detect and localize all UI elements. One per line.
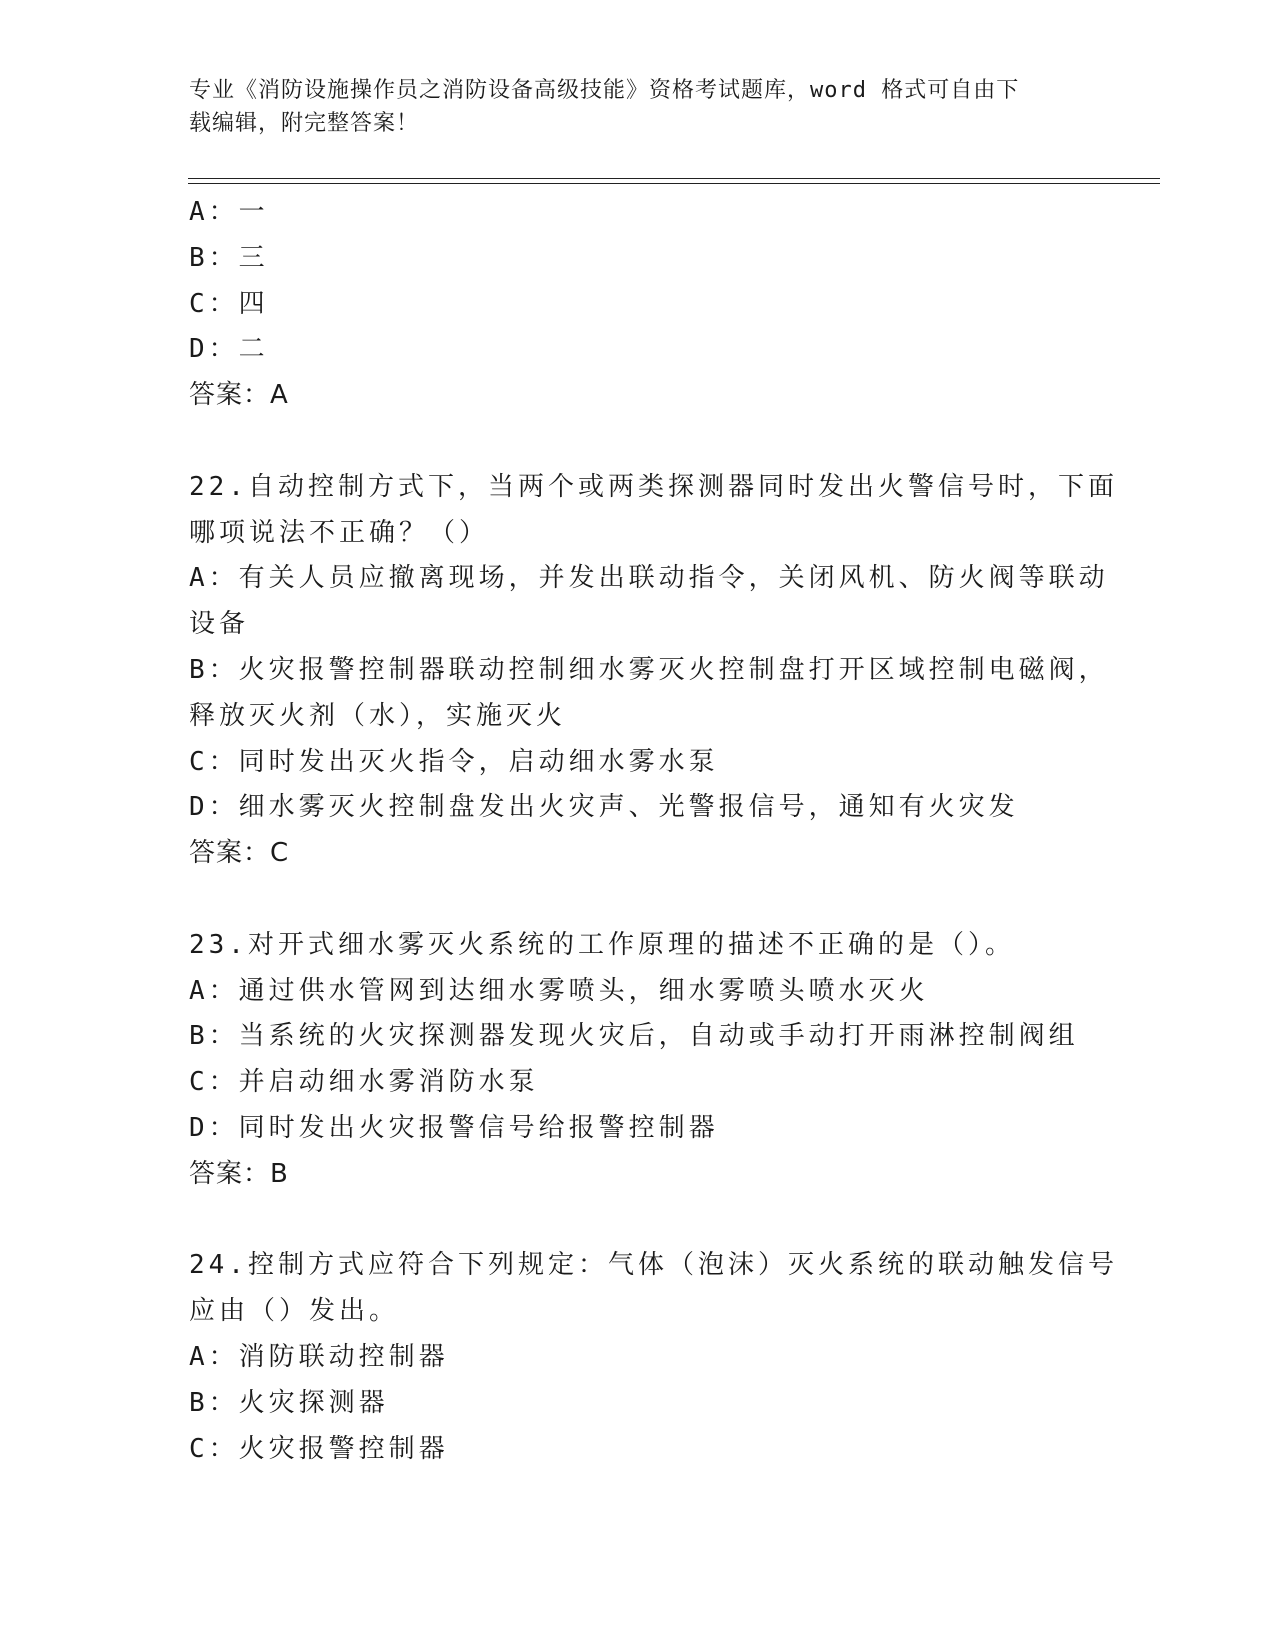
option-a: A：一 — [189, 197, 269, 227]
option-d: D：同时发出火灾报警信号给报警控制器 — [189, 1112, 719, 1143]
question-stem: 22.自动控制方式下，当两个或两类探测器同时发出火警信号时，下面 — [189, 471, 1118, 502]
option-c: C：火灾报警控制器 — [189, 1433, 449, 1464]
answer: 答案：A — [189, 380, 289, 411]
question-stem: 哪项说法不正确？（） — [189, 517, 490, 548]
question-stem: 23.对开式细水雾灭火系统的工作原理的描述不正确的是（）。 — [189, 929, 1015, 960]
option-c: C：同时发出灭火指令，启动细水雾水泵 — [189, 746, 719, 777]
option-c: C：并启动细水雾消防水泵 — [189, 1067, 539, 1098]
header-divider-top — [188, 178, 1160, 179]
header-line-2: 载编辑，附完整答案！ — [189, 111, 420, 136]
header-line-1: 专业《消防设施操作员之消防设备高级技能》资格考试题库，word 格式可自由下 — [189, 78, 1020, 103]
option-b: B：火灾报警控制器联动控制细水雾灭火控制盘打开区域控制电磁阀， — [189, 654, 1109, 685]
question-21-continued — [189, 190, 1089, 419]
option-b-continued: 释放灭火剂（水），实施灭火 — [189, 700, 567, 731]
option-a-continued: 设备 — [189, 609, 250, 640]
option-b: B：三 — [189, 242, 269, 273]
option-b: B：当系统的火灾探测器发现火灾后，自动或手动打开雨淋控制阀组 — [189, 1021, 1079, 1052]
question-23 — [189, 923, 1089, 1198]
question-22 — [189, 465, 1118, 877]
document-header — [189, 74, 1079, 140]
question-list — [189, 190, 1118, 1472]
answer: 答案：B — [189, 1158, 289, 1189]
option-d: D：二 — [189, 334, 269, 365]
answer: 答案：C — [189, 838, 290, 869]
question-stem: 24.控制方式应符合下列规定：气体（泡沫）灭火系统的联动触发信号 — [189, 1250, 1118, 1281]
option-a: A：有关人员应撤离现场，并发出联动指令，关闭风机、防火阀等联动 — [189, 563, 1109, 594]
option-d: D：细水雾灭火控制盘发出火灾声、光警报信号，通知有火灾发 — [189, 792, 1019, 823]
option-c: C：四 — [189, 288, 269, 319]
option-a: A：通过供水管网到达细水雾喷头，细水雾喷头喷水灭火 — [189, 975, 929, 1006]
question-24 — [189, 1243, 1118, 1472]
option-b: B：火灾探测器 — [189, 1387, 389, 1418]
header-divider-bottom — [188, 183, 1160, 184]
question-stem: 应由（）发出。 — [189, 1296, 400, 1327]
option-a: A：消防联动控制器 — [189, 1341, 449, 1372]
